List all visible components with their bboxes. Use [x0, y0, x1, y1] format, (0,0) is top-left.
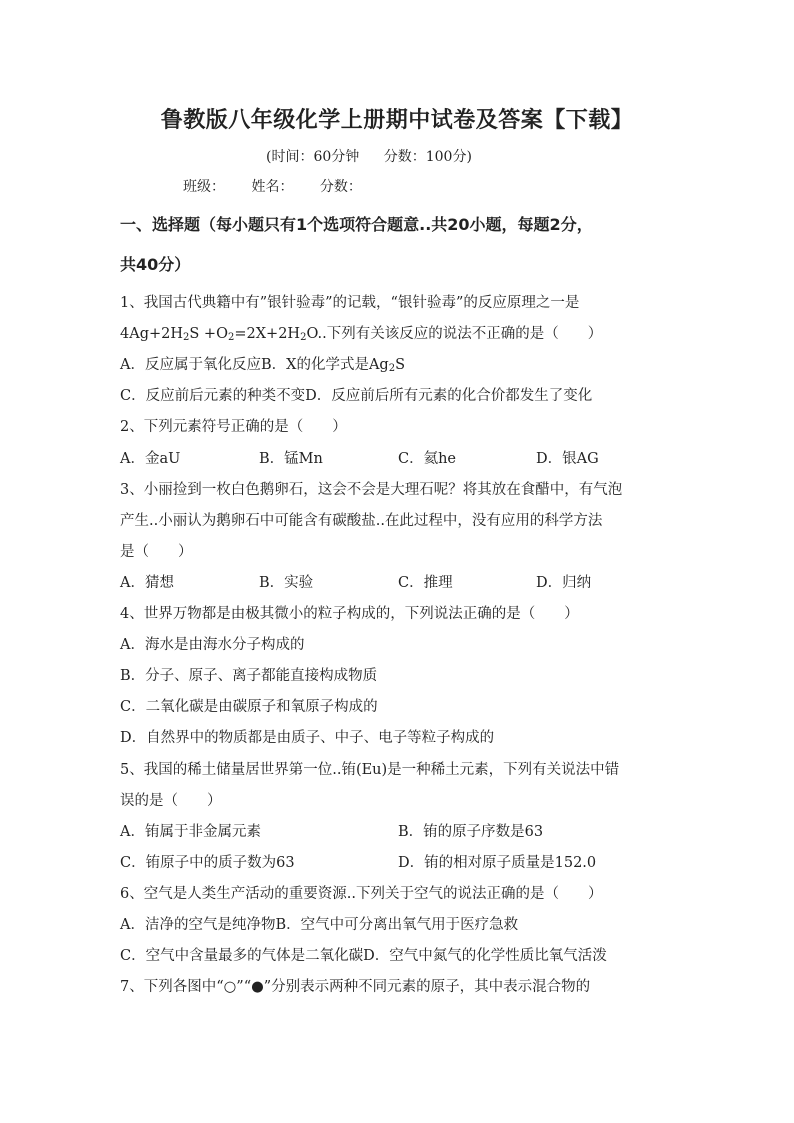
- q2-option-a: A．金aU: [120, 451, 181, 467]
- q1-eq-part: S +O: [189, 326, 228, 342]
- q3-option-c: C．推理: [398, 575, 453, 591]
- exam-title: 鲁教版八年级化学上册期中试卷及答案【下载】: [160, 108, 634, 133]
- class-label: 班级：: [183, 179, 225, 195]
- q5-option-a: A．铕属于非金属元素: [120, 824, 261, 840]
- q2-stem: 2、下列元素符号正确的是（ ）: [120, 419, 347, 435]
- q1-stem: 1、我国古代典籍中有”银针验毒”的记载，“银针验毒”的反应原理之一是: [120, 295, 580, 311]
- q3-stem: 3、小丽捡到一枚白色鹅卵石，这会不会是大理石呢？将其放在食醋中，有气泡: [120, 482, 623, 498]
- q4-option-b: B．分子、原子、离子都能直接构成物质: [120, 668, 378, 684]
- q1-eq-part: =2X+2H: [234, 326, 301, 342]
- q4-stem: 4、世界万物都是由极其微小的粒子构成的，下列说法正确的是（ ）: [120, 606, 579, 622]
- q3-option-b: B．实验: [259, 575, 314, 591]
- time-text: (时间：60分钟: [266, 149, 360, 165]
- q3-stem-end: 是（ ）: [120, 544, 193, 560]
- q6-options-cd: C．空气中含量最多的气体是二氧化碳D．空气中氮气的化学性质比氧气活泼: [120, 948, 607, 964]
- q2-option-d: D．银AG: [536, 451, 599, 467]
- q3-stem-cont: 产生..小丽认为鹅卵石中可能含有碳酸盐..在此过程中，没有应用的科学方法: [120, 513, 603, 529]
- q1-options-cd: C．反应前后元素的种类不变D．反应前后所有元素的化合价都发生了变化: [120, 388, 593, 404]
- q4-option-a: A．海水是由海水分子构成的: [120, 637, 305, 653]
- score-total-text: 分数：100分): [383, 149, 472, 165]
- q3-option-d: D．归纳: [536, 575, 592, 591]
- q1-options-ab: A．反应属于氧化反应B．X的化学式是$Ag_2S$: [120, 357, 406, 374]
- section-heading-cont: 共40分）: [120, 255, 191, 274]
- q7-stem: 7、下列各图中“○”“●”分别表示两种不同元素的原子，其中表示混合物的: [120, 979, 591, 995]
- student-info-line: [183, 176, 384, 196]
- q1-eq-sub: 2: [227, 332, 235, 343]
- q1-equation: [120, 322, 602, 343]
- q1-option-sub: 2: [388, 363, 396, 374]
- q1-eq-part: O..下列有关该反应的说法不正确的是（ ）: [306, 326, 603, 342]
- q1-eq-sub: 2: [183, 332, 190, 343]
- q1-option-ab-text: A．反应属于氧化反应B．X的化学式是Ag: [120, 357, 389, 373]
- q3-option-a: A．猜想: [120, 575, 174, 591]
- q1-eq-part: 4Ag+2H: [120, 326, 183, 342]
- q5-option-c: C．铕原子中的质子数为63: [120, 855, 295, 871]
- q5-option-d: D．铕的相对原子质量是152.0: [398, 855, 597, 871]
- exam-meta: [266, 146, 492, 166]
- q5-stem: 5、我国的稀土储量居世界第一位..铕(Eu)是一种稀土元素，下列有关说法中错: [120, 762, 620, 778]
- q4-option-d: D．自然界中的物质都是由质子、中子、电子等粒子构成的: [120, 730, 495, 746]
- q2-option-b: B．锰Mn: [259, 451, 323, 467]
- section-heading: 一、选择题（每小题只有1个选项符合题意..共20小题，每题2分，: [120, 215, 593, 234]
- score-label: 分数：: [319, 179, 362, 195]
- q2-option-c: C．氦he: [398, 451, 457, 467]
- name-label: 姓名：: [251, 179, 294, 195]
- q6-options-ab: A．洁净的空气是纯净物B．空气中可分离出氧气用于医疗急救: [120, 917, 519, 933]
- q5-option-b: B．铕的原子序数是63: [398, 824, 544, 840]
- q4-option-c: C．二氧化碳是由碳原子和氧原子构成的: [120, 699, 378, 715]
- q6-stem: 6、空气是人类生产活动的重要资源..下列关于空气的说法正确的是（ ）: [120, 886, 603, 902]
- q1-eq-sub: 2: [300, 332, 307, 343]
- q5-stem-cont: 误的是（ ）: [120, 793, 222, 809]
